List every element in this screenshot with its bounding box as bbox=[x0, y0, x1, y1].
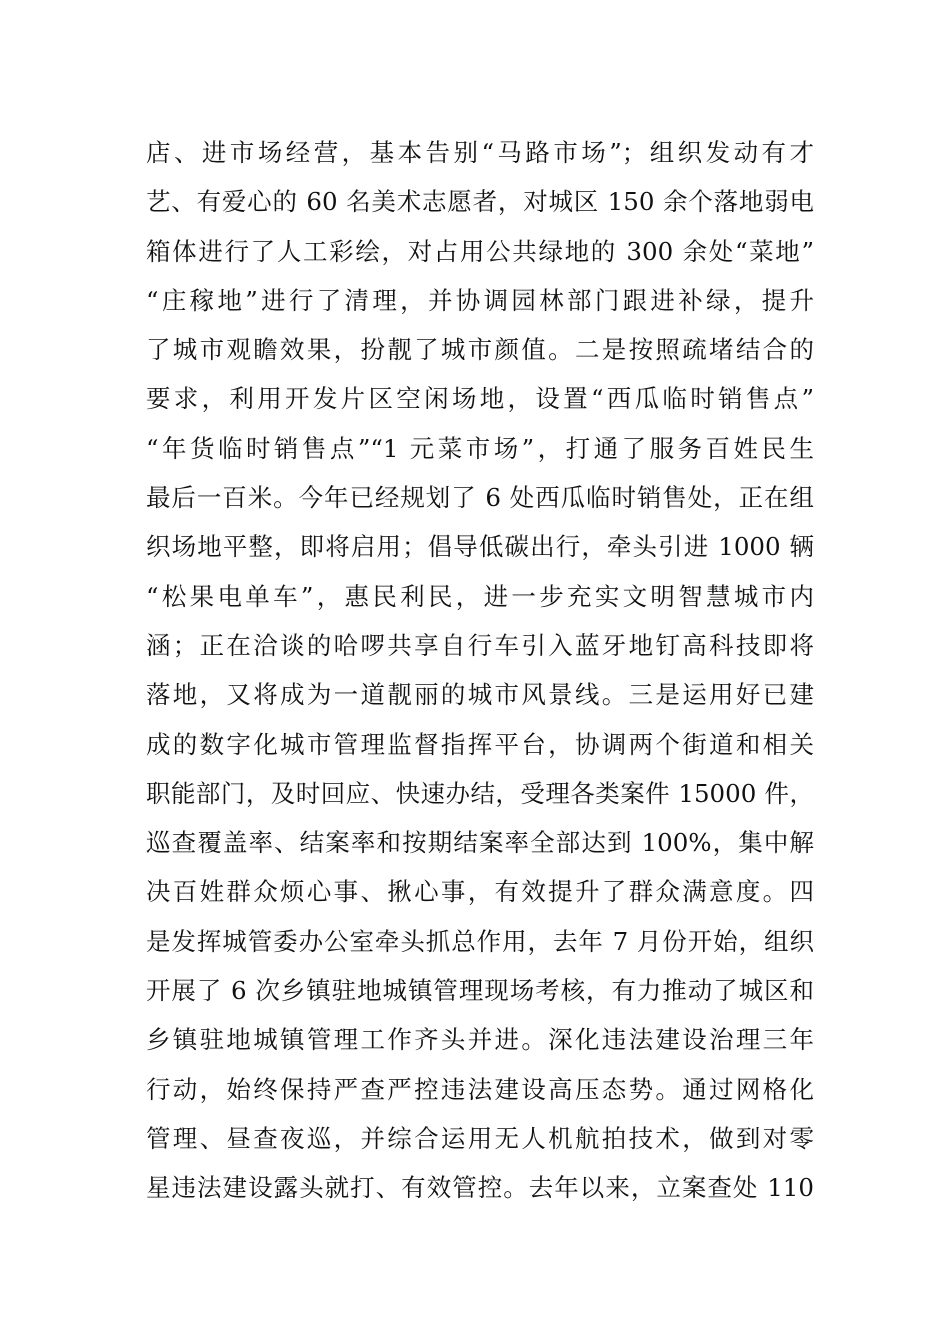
text-line: 巡查覆盖率、结案率和按期结案率全部达到 100%，集中解 bbox=[146, 828, 814, 858]
text-line: 星违法建设露头就打、有效管控。去年以来，立案查处 110 bbox=[146, 1173, 814, 1203]
body-paragraph bbox=[146, 134, 814, 1219]
text-line: 决百姓群众烦心事、揪心事，有效提升了群众满意度。四 bbox=[146, 877, 814, 907]
text-line: 职能部门，及时回应、快速办结，受理各类案件 15000 件， bbox=[146, 778, 814, 808]
text-line: 落地，又将成为一道靓丽的城市风景线。三是运用好已建 bbox=[146, 680, 814, 710]
text-line: 乡镇驻地城镇管理工作齐头并进。深化违法建设治理三年 bbox=[146, 1025, 814, 1055]
text-line: “年货临时销售点”“1 元菜市场”，打通了服务百姓民生 bbox=[146, 433, 814, 463]
text-line: “松果电单车”，惠民利民，进一步充实文明智慧城市内 bbox=[146, 581, 814, 611]
text-line: “庄稼地”进行了清理，并协调园林部门跟进补绿，提升 bbox=[146, 285, 814, 315]
text-line: 开展了 6 次乡镇驻地城镇管理现场考核，有力推动了城区和 bbox=[146, 976, 814, 1006]
text-line: 最后一百米。今年已经规划了 6 处西瓜临时销售处，正在组 bbox=[146, 483, 814, 513]
text-line: 织场地平整，即将启用；倡导低碳出行，牵头引进 1000 辆 bbox=[146, 532, 814, 562]
text-line: 成的数字化城市管理监督指挥平台，协调两个街道和相关 bbox=[146, 729, 814, 759]
text-line: 了城市观瞻效果，扮靓了城市颜值。二是按照疏堵结合的 bbox=[146, 335, 814, 365]
text-line: 箱体进行了人工彩绘，对占用公共绿地的 300 余处“菜地” bbox=[146, 236, 814, 266]
text-line: 店、进市场经营，基本告别“马路市场”；组织发动有才 bbox=[146, 138, 814, 167]
text-line: 要求，利用开发片区空闲场地，设置“西瓜临时销售点” bbox=[146, 384, 814, 414]
text-line: 是发挥城管委办公室牵头抓总作用，去年 7 月份开始，组织 bbox=[146, 926, 814, 956]
text-line: 涵；正在洽谈的哈啰共享自行车引入蓝牙地钉高科技即将 bbox=[146, 630, 814, 660]
text-line: 行动，始终保持严查严控违法建设高压态势。通过网格化 bbox=[146, 1074, 814, 1104]
text-line: 管理、昼查夜巡，并综合运用无人机航拍技术，做到对零 bbox=[146, 1123, 814, 1153]
text-line: 艺、有爱心的 60 名美术志愿者，对城区 150 余个落地弱电 bbox=[146, 187, 814, 217]
